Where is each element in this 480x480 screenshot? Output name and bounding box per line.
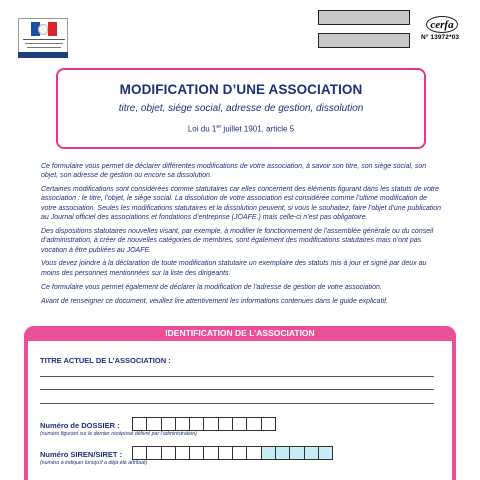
dossier-label: Numéro de DOSSIER : — [40, 421, 120, 430]
form-title: MODIFICATION D’UNE ASSOCIATION — [119, 82, 363, 97]
titre-line-2[interactable] — [40, 389, 434, 390]
cerfa-logo: cerfa — [426, 16, 458, 33]
cerfa-number: N° 13972*03 — [421, 34, 460, 41]
republique-francaise-logo — [18, 18, 68, 58]
intro-paragraph: Certaines modifications sont considérées comme statutaires car elles concernent des éléments figurant dans les statuts de votre association : le titre, l’objet, le siège social. La dissolution de votre association est considérée comme l’ultime modification de votre association. Seules les modifications statutaires et la dissolution peuvent, si vous le souhaitez, faire l’objet d’une publication au Journal officiel des associations et fondations d’entreprise (JOAFE.) mais celle-ci n’est pas obligatoire. — [41, 186, 442, 222]
intro-paragraph: Ce formulaire vous permet également de déclarer la modification de l’adresse de gestion de votre association. — [41, 283, 382, 291]
digit-cell[interactable] — [175, 417, 190, 431]
digit-cell[interactable] — [132, 446, 147, 460]
dossier-number-input[interactable] — [132, 417, 275, 431]
digit-cell[interactable] — [161, 446, 176, 460]
siren-siret-input[interactable] — [132, 446, 332, 460]
digit-cell[interactable] — [175, 446, 190, 460]
intro-paragraph: Avant de renseigner ce document, veuillez lire attentivement les informations contenues dans le guide explicatif. — [41, 297, 388, 305]
header-field-bottom[interactable] — [318, 33, 410, 48]
digit-cell[interactable] — [132, 417, 147, 431]
digit-cell[interactable] — [189, 417, 204, 431]
digit-cell[interactable] — [246, 417, 261, 431]
digit-cell[interactable] — [232, 446, 247, 460]
titre-label: TITRE ACTUEL DE L’ASSOCIATION : — [40, 356, 171, 365]
digit-cell[interactable] — [146, 417, 161, 431]
siret-digit-cell[interactable] — [261, 446, 276, 460]
digit-cell[interactable] — [232, 417, 247, 431]
siret-digit-cell[interactable] — [289, 446, 304, 460]
siren-label: Numéro SIREN/SIRET : — [40, 450, 123, 459]
intro-paragraph: Ce formulaire vous permet de déclarer différentes modifications de votre association, à savoir son titre, son siège social, son objet, son adresse de gestion ou encore sa dissolution. — [41, 163, 427, 180]
siret-digit-cell[interactable] — [304, 446, 319, 460]
digit-cell[interactable] — [189, 446, 204, 460]
titre-line-3[interactable] — [40, 403, 434, 404]
digit-cell[interactable] — [246, 446, 261, 460]
digit-cell[interactable] — [203, 417, 218, 431]
siret-digit-cell[interactable] — [318, 446, 333, 460]
dossier-note: (numéro figurant sur le dernier récépissé délivré par l’administration) — [40, 431, 197, 437]
intro-paragraph: Vous devez joindre à la déclaration de toute modification statutaire un exemplaire des statuts mis à jour et signé par deux au moins des personnes mentionnées sur la liste des dirigeants. — [41, 260, 427, 277]
marianne-flag-icon — [31, 22, 57, 36]
digit-cell[interactable] — [218, 417, 233, 431]
siren-note: (numéro à indiquer lorsqu’il a déjà été attribué) — [40, 460, 148, 466]
form-subtitle: titre, objet, siége social, adresse de gestion, dissolution — [118, 103, 364, 114]
digit-cell[interactable] — [161, 417, 176, 431]
intro-paragraph: Des dispositions statutaires nouvelles visant, par exemple, à modifier le fonctionnement de l’assemblée générale ou du conseil d’administration, à créer de nouvelles catégories de membres, sont également des modifications statutaires mais n’ont pas vocation à être publiées au JOAFE. — [41, 227, 434, 254]
digit-cell[interactable] — [261, 417, 276, 431]
ministry-band — [18, 52, 68, 58]
siret-digit-cell[interactable] — [275, 446, 290, 460]
intro-text — [41, 162, 443, 310]
digit-cell[interactable] — [146, 446, 161, 460]
digit-cell[interactable] — [203, 446, 218, 460]
digit-cell[interactable] — [218, 446, 233, 460]
header-field-top[interactable] — [318, 10, 410, 25]
identification-heading: IDENTIFICATION DE L’ASSOCIATION — [24, 326, 456, 341]
law-reference: Loi du 1er juillet 1901, article 5 — [187, 124, 295, 134]
titre-line-1[interactable] — [40, 376, 434, 377]
title-panel — [56, 68, 426, 149]
